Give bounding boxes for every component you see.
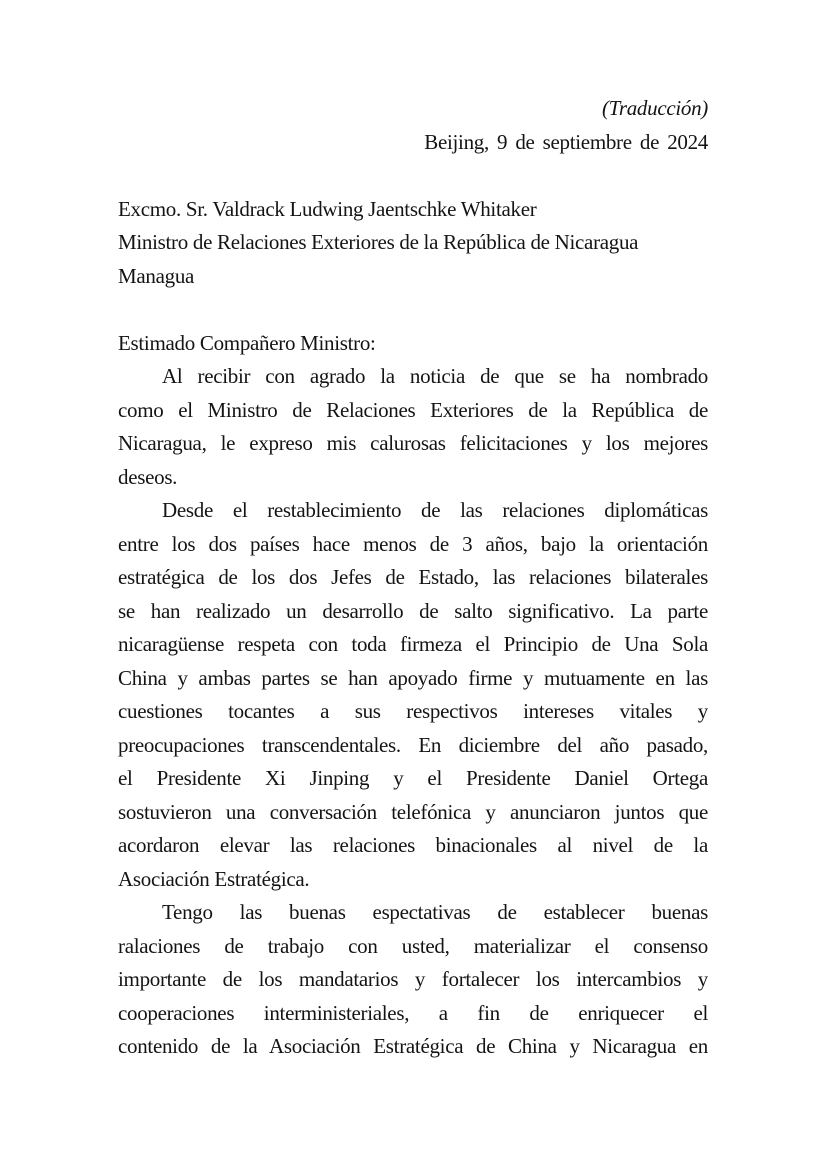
dateline: Beijing, 9 de septiembre de 2024 [424, 129, 708, 154]
paragraph-2-line: China y ambas partes se han apoyado firme y mutuamente en las [118, 665, 708, 690]
paragraph-2-line: estratégica de los dos Jefes de Estado, las relaciones bilaterales [118, 565, 708, 589]
paragraph-3-line: contenido de la Asociación Estratégica de China y Nicaragua en [118, 1034, 708, 1058]
spacer-line [118, 159, 708, 193]
paragraph-1-line: como el Ministro de Relaciones Exteriores de la República de [118, 397, 708, 422]
paragraph-3-line: Tengo las buenas espectativas de establecer buenas [162, 900, 708, 924]
paragraph-2-line: el Presidente Xi Jinping y el Presidente Daniel Ortega [118, 766, 708, 790]
recipient-line: Ministro de Relaciones Exteriores de la República de Nicaragua [118, 230, 639, 254]
salutation: Estimado Compañero Ministro: [118, 330, 376, 355]
recipient-address-block [118, 193, 708, 294]
paragraph-2-line: Asociación Estratégica. [118, 866, 310, 891]
recipient-line: Managua [118, 263, 195, 288]
paragraph-1-line: Al recibir con agrado la noticia de que se ha nombrado [162, 364, 708, 388]
paragraph-3-line: ralaciones de trabajo con usted, materializar el consenso [118, 933, 708, 958]
paragraph-2-line: acordaron elevar las relaciones binacionales al nivel de la [118, 833, 708, 857]
paragraph-2-line: entre los dos países hace menos de 3 años, bajo la orientación [118, 531, 708, 556]
paragraph-1-line: Nicaragua, le expreso mis calurosas felicitaciones y los mejores [118, 431, 708, 455]
paragraph-3-line: cooperaciones interministeriales, a fin de enriquecer el [118, 1000, 708, 1025]
spacer-line [118, 293, 708, 327]
translation-note: (Traducción) [601, 96, 708, 120]
paragraph-2-line: sostuvieron una conversación telefónica y anunciaron juntos que [118, 799, 708, 824]
paragraph-2-line: se han realizado un desarrollo de salto significativo. La parte [118, 598, 708, 623]
paragraph-1-line: deseos. [118, 464, 178, 489]
letter-body [118, 360, 708, 1064]
paragraph-2-line: cuestiones tocantes a sus respectivos intereses vitales y [118, 699, 708, 723]
paragraph-2-line: nicaragüense respeta con toda firmeza el Principio de Una Sola [118, 632, 708, 656]
paragraph-2-line: Desde el restablecimiento de las relaciones diplomáticas [162, 498, 708, 522]
paragraph-2-line: preocupaciones transcendentales. En diciembre del año pasado, [118, 732, 708, 757]
recipient-line: Excmo. Sr. Valdrack Ludwing Jaentschke Whitaker [118, 196, 537, 221]
paragraph-3-line: importante de los mandatarios y fortalecer los intercambios y [118, 967, 708, 991]
letter-content [118, 92, 708, 1064]
